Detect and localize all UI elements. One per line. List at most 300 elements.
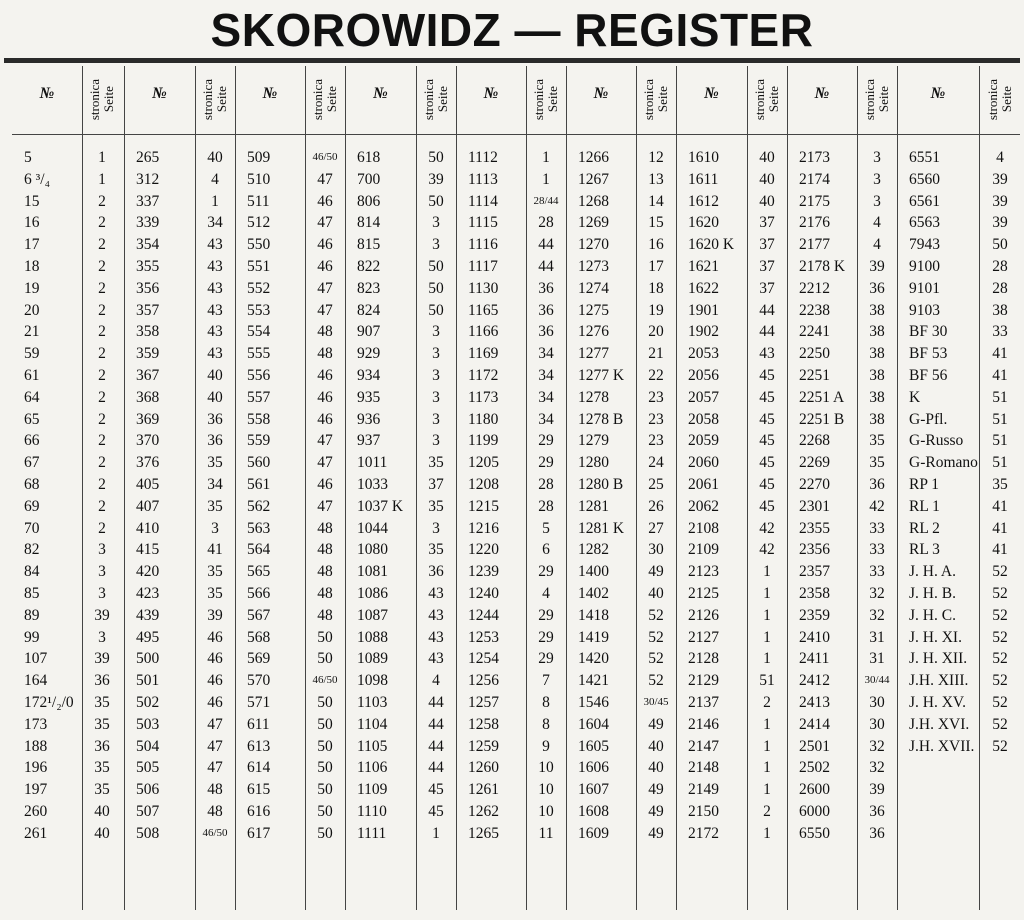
entry-page: 51 <box>992 432 1008 449</box>
entry-number: 2212 <box>799 280 830 297</box>
entry-number: 2501 <box>799 738 830 755</box>
entry-page: 52 <box>992 694 1008 711</box>
entry-number: 405 <box>136 476 160 493</box>
entry-number: BF 30 <box>909 323 948 340</box>
entry-page: 35 <box>94 781 110 798</box>
entry-page: 51 <box>992 411 1008 428</box>
entry-number: 1277 <box>578 345 609 362</box>
entry-page: 51 <box>992 389 1008 406</box>
entry-number: 2176 <box>799 214 830 231</box>
entry-number: 2251 <box>799 367 830 384</box>
entry-page: 50 <box>317 738 333 755</box>
entry-number: 2269 <box>799 454 830 471</box>
entry-number: 1199 <box>468 432 499 449</box>
header-page-label <box>416 68 456 132</box>
entry-number: 2127 <box>688 629 719 646</box>
entry-page: 50 <box>992 236 1008 253</box>
entry-number: 571 <box>247 694 271 711</box>
entry-number: 99 <box>24 629 40 646</box>
entry-page: 47 <box>207 759 223 776</box>
entry-page: 35 <box>428 498 444 515</box>
entry-page: 36 <box>869 280 885 297</box>
entry-number: 1089 <box>357 650 388 667</box>
entry-page: 35 <box>207 563 223 580</box>
entry-number: 615 <box>247 781 271 798</box>
entry-number: 2109 <box>688 541 719 558</box>
entry-page: 3 <box>432 214 440 231</box>
entry-page: 47 <box>207 716 223 733</box>
entry-number: 1080 <box>357 541 388 558</box>
entry-page: 3 <box>432 520 440 537</box>
entry-number: 937 <box>357 432 381 449</box>
entry-page: 50 <box>428 302 444 319</box>
entry-number: 1044 <box>357 520 388 537</box>
entry-page: 43 <box>207 345 223 362</box>
column-divider <box>235 66 236 910</box>
column-divider <box>787 66 788 910</box>
entry-page: 40 <box>648 738 664 755</box>
entry-number: 410 <box>136 520 160 537</box>
header-page-label <box>636 68 676 132</box>
entry-number: 21 <box>24 323 40 340</box>
entry-page: 1 <box>763 738 771 755</box>
entry-page: 1 <box>542 149 550 166</box>
entry-number: 824 <box>357 302 381 319</box>
entry-page: 48 <box>317 520 333 537</box>
entry-page: 47 <box>317 432 333 449</box>
entry-page: 52 <box>992 716 1008 733</box>
entry-number: 1279 <box>578 432 609 449</box>
entry-number: 6000 <box>799 803 830 820</box>
entry-page: 37 <box>759 280 775 297</box>
entry-number: 65 <box>24 411 40 428</box>
entry-page: 30/45 <box>643 696 669 708</box>
entry-number: 2174 <box>799 171 830 188</box>
entry-page: 2 <box>763 694 771 711</box>
entry-number: 2125 <box>688 585 719 602</box>
entry-number: 9101 <box>909 280 940 297</box>
entry-number: 561 <box>247 476 271 493</box>
entry-page: 40 <box>648 585 664 602</box>
entry-number: 2059 <box>688 432 719 449</box>
entry-number: 503 <box>136 716 160 733</box>
entry-number: 935 <box>357 389 381 406</box>
entry-page: 21 <box>648 345 664 362</box>
entry-number: 2128 <box>688 650 719 667</box>
entry-number: 107 <box>24 650 48 667</box>
header-page-label-german: Seite <box>655 87 670 113</box>
header-number-label: № <box>373 85 388 102</box>
entry-page: 24 <box>648 454 664 471</box>
entry-page: 8 <box>542 694 550 711</box>
entry-number: 6550 <box>799 825 830 842</box>
entry-page: 3 <box>432 411 440 428</box>
entry-page: 3 <box>98 585 106 602</box>
entry-page: 39 <box>992 214 1008 231</box>
entry-page: 1 <box>763 650 771 667</box>
header-number-label: № <box>814 85 830 102</box>
entry-page: 29 <box>538 454 554 471</box>
entry-page: 37 <box>428 476 444 493</box>
entry-page: 14 <box>648 193 664 210</box>
entry-number: 376 <box>136 454 160 471</box>
entry-number: 356 <box>136 280 160 297</box>
entry-number: 617 <box>247 825 271 842</box>
entry-number: 369 <box>136 411 160 428</box>
entry-number: 17 <box>24 236 40 253</box>
entry-number: 1280 B <box>578 476 624 493</box>
entry-page: 46 <box>317 236 333 253</box>
entry-number: 2148 <box>688 759 719 776</box>
entry-number: 509 <box>247 149 271 166</box>
entry-page: 36 <box>94 672 110 689</box>
entry-number: 359 <box>136 345 160 362</box>
header-page-label-polish: stronica <box>641 79 656 121</box>
entry-page: 12 <box>648 149 664 166</box>
entry-number: 1280 <box>578 454 609 471</box>
header-page-label-polish: stronica <box>200 79 215 121</box>
entry-number: 569 <box>247 650 271 667</box>
entry-number: 2355 <box>799 520 830 537</box>
entry-page: 1 <box>98 149 106 166</box>
header-number-label: № <box>593 85 609 102</box>
entry-page: 1 <box>211 193 219 210</box>
entry-number: 700 <box>357 171 381 188</box>
entry-number: 2058 <box>688 411 719 428</box>
entry-number: 2178 K <box>799 258 846 275</box>
entry-number: 1278 <box>578 389 609 406</box>
entry-page: 37 <box>759 258 775 275</box>
entry-page: 1 <box>763 563 771 580</box>
entry-number: 69 <box>24 498 40 515</box>
entry-page: 23 <box>648 432 664 449</box>
entry-page: 46 <box>317 476 333 493</box>
entry-number: 1273 <box>578 258 609 275</box>
entry-page: 1 <box>763 825 771 842</box>
entry-page: 30/44 <box>864 674 890 686</box>
entry-page: 29 <box>538 563 554 580</box>
entry-page: 44 <box>428 759 444 776</box>
entry-page: 36 <box>538 323 554 340</box>
entry-page: 6 <box>542 541 550 558</box>
entry-number: 929 <box>357 345 381 362</box>
entry-number: 1278 B <box>578 411 624 428</box>
entry-page: 46 <box>317 367 333 384</box>
entry-page: 25 <box>648 476 664 493</box>
entry-number: 1220 <box>468 541 499 558</box>
entry-number: 907 <box>357 323 381 340</box>
entry-page: 2 <box>98 258 106 275</box>
entry-page: 47 <box>317 498 333 515</box>
entry-page: 40 <box>759 171 775 188</box>
entry-page: 28/44 <box>533 195 559 207</box>
entry-number: 570 <box>247 672 271 689</box>
entry-page: 41 <box>992 367 1008 384</box>
entry-number: 1239 <box>468 563 499 580</box>
entry-page: 46 <box>207 672 223 689</box>
entry-page: 50 <box>317 650 333 667</box>
entry-page: 43 <box>207 258 223 275</box>
entry-number: 618 <box>357 149 381 166</box>
entry-page: 52 <box>648 672 664 689</box>
entry-number: 1402 <box>578 585 609 602</box>
entry-page: 45 <box>428 781 444 798</box>
entry-page: 28 <box>538 476 554 493</box>
entry-page: 3 <box>432 345 440 362</box>
entry-number: 368 <box>136 389 160 406</box>
entry-number: J. H. XII. <box>909 650 968 667</box>
entry-number: K <box>909 389 921 406</box>
entry-page: 28 <box>538 214 554 231</box>
entry-page: 45 <box>759 454 775 471</box>
entry-page: 36 <box>869 825 885 842</box>
entry-number: 6563 <box>909 214 940 231</box>
entry-page: 3 <box>432 432 440 449</box>
entry-number: 197 <box>24 781 48 798</box>
entry-page: 41 <box>992 541 1008 558</box>
entry-page: 48 <box>317 345 333 362</box>
entry-page: 48 <box>317 607 333 624</box>
entry-number: 61 <box>24 367 40 384</box>
entry-number: 507 <box>136 803 160 820</box>
entry-number: 1609 <box>578 825 609 842</box>
entry-number: 614 <box>247 759 271 776</box>
entry-number: 6551 <box>909 149 940 166</box>
entry-page: 45 <box>759 432 775 449</box>
entry-page: 46 <box>207 629 223 646</box>
entry-number: J.H. XIII. <box>909 672 969 689</box>
entry-page: 26 <box>648 498 664 515</box>
entry-page: 3 <box>432 367 440 384</box>
entry-page: 38 <box>869 367 885 384</box>
entry-number: 512 <box>247 214 271 231</box>
entry-page: 48 <box>317 585 333 602</box>
entry-number: 16 <box>24 214 40 231</box>
entry-page: 1 <box>763 607 771 624</box>
entry-page: 15 <box>648 214 664 231</box>
entry-number: 565 <box>247 563 271 580</box>
entry-page: 50 <box>317 781 333 798</box>
entry-number: 1114 <box>468 193 498 210</box>
entry-number: 1267 <box>578 171 609 188</box>
entry-number: 6560 <box>909 171 940 188</box>
entry-page: 1 <box>98 171 106 188</box>
entry-number: 1259 <box>468 738 499 755</box>
entry-page: 1 <box>542 171 550 188</box>
entry-number: 1103 <box>357 694 388 711</box>
entry-number: 1902 <box>688 323 719 340</box>
entry-page: 52 <box>648 629 664 646</box>
entry-page: 43 <box>428 585 444 602</box>
entry-page: 48 <box>317 563 333 580</box>
entry-number: 934 <box>357 367 381 384</box>
entry-page: 44 <box>428 716 444 733</box>
entry-number: 500 <box>136 650 160 667</box>
entry-page: 47 <box>317 302 333 319</box>
entry-page: 52 <box>992 738 1008 755</box>
entry-number: 2359 <box>799 607 830 624</box>
entry-number: 2149 <box>688 781 719 798</box>
entry-page: 3 <box>98 563 106 580</box>
entry-number: 1258 <box>468 716 499 733</box>
entry-page: 44 <box>538 258 554 275</box>
column-divider <box>566 66 567 910</box>
entry-number: 2129 <box>688 672 719 689</box>
entry-page: 38 <box>869 345 885 362</box>
entry-number: 164 <box>24 672 48 689</box>
entry-number: 18 <box>24 258 40 275</box>
entry-page: 35 <box>869 432 885 449</box>
entry-number: 558 <box>247 411 271 428</box>
header-page-label-polish: stronica <box>985 79 1000 121</box>
entry-number: 2411 <box>799 650 830 667</box>
entry-number: 557 <box>247 389 271 406</box>
entry-page: 35 <box>94 694 110 711</box>
header-number-label: № <box>704 85 719 102</box>
entry-number: 312 <box>136 171 160 188</box>
entry-number: 1620 <box>688 214 719 231</box>
entry-number: 1546 <box>578 694 609 711</box>
entry-page: 50 <box>428 149 444 166</box>
entry-number: 1620 K <box>688 236 735 253</box>
entry-number: BF 53 <box>909 345 948 362</box>
header-page-label-polish: stronica <box>862 79 877 121</box>
entry-number: 85 <box>24 585 40 602</box>
entry-page: 45 <box>759 411 775 428</box>
entry-page: 2 <box>98 236 106 253</box>
entry-page: 10 <box>538 803 554 820</box>
entry-page: 33 <box>992 323 1008 340</box>
title-rule <box>4 58 1020 63</box>
entry-number: 1418 <box>578 607 609 624</box>
entry-page: 45 <box>759 476 775 493</box>
entry-page: 2 <box>98 432 106 449</box>
entry-number: 1205 <box>468 454 499 471</box>
entry-page: 44 <box>538 236 554 253</box>
entry-number: 2238 <box>799 302 830 319</box>
entry-page: 52 <box>992 650 1008 667</box>
entry-number: 70 <box>24 520 40 537</box>
entry-page: 2 <box>763 803 771 820</box>
entry-page: 2 <box>98 214 106 231</box>
entry-number: 822 <box>357 258 381 275</box>
column-divider <box>124 66 125 910</box>
entry-number: 1607 <box>578 781 609 798</box>
entry-page: 40 <box>648 759 664 776</box>
entry-page: 52 <box>992 629 1008 646</box>
entry-page: 49 <box>648 563 664 580</box>
entry-page: 50 <box>428 193 444 210</box>
entry-number: 260 <box>24 803 48 820</box>
entry-number: 357 <box>136 302 160 319</box>
entry-number: 506 <box>136 781 160 798</box>
entry-page: 43 <box>207 280 223 297</box>
entry-page: 34 <box>207 476 223 493</box>
entry-page: 1 <box>763 716 771 733</box>
entry-number: 1130 <box>468 280 499 297</box>
entry-number: 504 <box>136 738 160 755</box>
entry-page: 39 <box>94 650 110 667</box>
entry-number: 5 <box>24 149 32 166</box>
entry-page: 40 <box>94 825 110 842</box>
entry-number: 1604 <box>578 716 609 733</box>
entry-page: 41 <box>992 345 1008 362</box>
entry-number: RL 2 <box>909 520 940 537</box>
entry-number: 439 <box>136 607 160 624</box>
entry-page: 32 <box>869 607 885 624</box>
entry-number: 196 <box>24 759 48 776</box>
entry-number: 1106 <box>357 759 388 776</box>
entry-page: 43 <box>428 629 444 646</box>
entry-number: J. H. XV. <box>909 694 966 711</box>
entry-page: 2 <box>98 476 106 493</box>
entry-number: G-Russo <box>909 432 964 449</box>
entry-page: 1 <box>763 781 771 798</box>
entry-page: 36 <box>207 411 223 428</box>
entry-page: 23 <box>648 389 664 406</box>
entry-page: 49 <box>648 825 664 842</box>
entry-number: 2061 <box>688 476 719 493</box>
entry-number: 568 <box>247 629 271 646</box>
entry-number: 555 <box>247 345 271 362</box>
entry-number: 2062 <box>688 498 719 515</box>
entry-number: 1901 <box>688 302 719 319</box>
entry-page: 46/50 <box>202 827 228 839</box>
entry-page: 2 <box>98 367 106 384</box>
entry-number: 59 <box>24 345 40 362</box>
entry-number: 566 <box>247 585 271 602</box>
entry-number: 1281 <box>578 498 609 515</box>
entry-number: 1400 <box>578 563 609 580</box>
entry-number: 1257 <box>468 694 499 711</box>
entry-number: 358 <box>136 323 160 340</box>
entry-page: 35 <box>869 454 885 471</box>
entry-page: 36 <box>538 302 554 319</box>
entry-page: 8 <box>542 716 550 733</box>
entry-page: 32 <box>869 585 885 602</box>
entry-page: 39 <box>94 607 110 624</box>
header-page-label <box>979 68 1021 132</box>
header-page-label <box>305 68 345 132</box>
entry-number: 355 <box>136 258 160 275</box>
column-divider <box>676 66 677 910</box>
entry-number: 6561 <box>909 193 940 210</box>
entry-page: 1 <box>763 629 771 646</box>
entry-number: 613 <box>247 738 271 755</box>
entry-number: 1611 <box>688 171 719 188</box>
entry-page: 2 <box>98 345 106 362</box>
entry-number: 1115 <box>468 214 498 231</box>
entry-number: 823 <box>357 280 381 297</box>
entry-number: 415 <box>136 541 160 558</box>
entry-number: 563 <box>247 520 271 537</box>
column-divider <box>456 66 457 910</box>
entry-page: 2 <box>98 193 106 210</box>
entry-number: 19 <box>24 280 40 297</box>
entry-page: 37 <box>759 214 775 231</box>
column-divider <box>897 66 898 910</box>
entry-number: 562 <box>247 498 271 515</box>
entry-page: 4 <box>996 149 1004 166</box>
entry-number: 2356 <box>799 541 830 558</box>
entry-page: 46/50 <box>312 674 338 686</box>
entry-page: 36 <box>869 803 885 820</box>
entry-page: 50 <box>317 629 333 646</box>
entry-number: 2600 <box>799 781 830 798</box>
entry-number: 1166 <box>468 323 499 340</box>
entry-page: 48 <box>207 781 223 798</box>
entry-number: 501 <box>136 672 160 689</box>
